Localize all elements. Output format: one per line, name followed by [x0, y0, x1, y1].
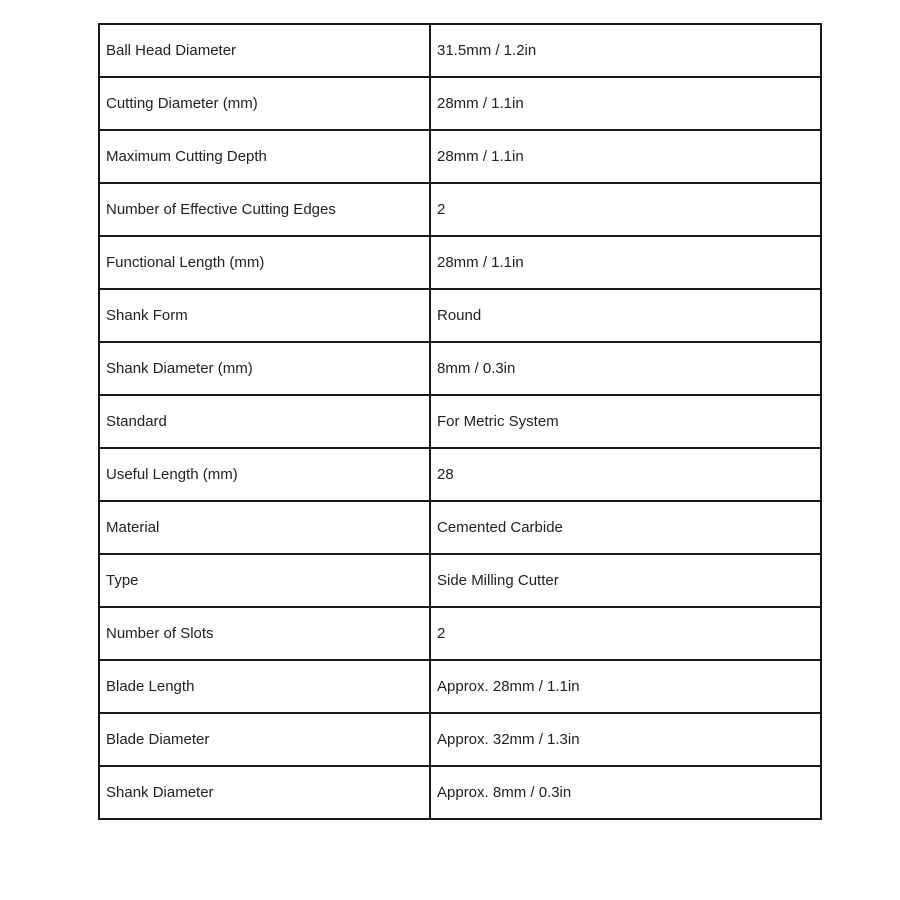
spec-table [98, 23, 822, 820]
spec-label: Cutting Diameter (mm) [99, 77, 430, 130]
spec-label: Standard [99, 395, 430, 448]
table-row [99, 342, 821, 395]
spec-value: Approx. 28mm / 1.1in [430, 660, 821, 713]
spec-label: Number of Effective Cutting Edges [99, 183, 430, 236]
table-row [99, 289, 821, 342]
spec-value: 2 [430, 607, 821, 660]
table-row [99, 395, 821, 448]
table-row [99, 660, 821, 713]
spec-value: 8mm / 0.3in [430, 342, 821, 395]
spec-value: Approx. 8mm / 0.3in [430, 766, 821, 819]
spec-label: Blade Diameter [99, 713, 430, 766]
spec-label: Material [99, 501, 430, 554]
spec-table-body [99, 24, 821, 819]
spec-label: Ball Head Diameter [99, 24, 430, 77]
spec-value: 28mm / 1.1in [430, 236, 821, 289]
table-row [99, 554, 821, 607]
table-row [99, 713, 821, 766]
table-row [99, 607, 821, 660]
table-row [99, 766, 821, 819]
spec-value: Cemented Carbide [430, 501, 821, 554]
spec-label: Number of Slots [99, 607, 430, 660]
spec-value: Approx. 32mm / 1.3in [430, 713, 821, 766]
spec-label: Useful Length (mm) [99, 448, 430, 501]
spec-label: Type [99, 554, 430, 607]
table-row [99, 501, 821, 554]
spec-value: 28 [430, 448, 821, 501]
table-row [99, 130, 821, 183]
spec-value: Round [430, 289, 821, 342]
spec-label: Blade Length [99, 660, 430, 713]
spec-value: 28mm / 1.1in [430, 130, 821, 183]
spec-value: 2 [430, 183, 821, 236]
spec-label: Shank Form [99, 289, 430, 342]
spec-value: Side Milling Cutter [430, 554, 821, 607]
spec-value: For Metric System [430, 395, 821, 448]
spec-value: 31.5mm / 1.2in [430, 24, 821, 77]
spec-value: 28mm / 1.1in [430, 77, 821, 130]
table-row [99, 77, 821, 130]
spec-label: Shank Diameter (mm) [99, 342, 430, 395]
spec-label: Functional Length (mm) [99, 236, 430, 289]
table-row [99, 236, 821, 289]
spec-label: Shank Diameter [99, 766, 430, 819]
table-row [99, 24, 821, 77]
table-row [99, 183, 821, 236]
spec-label: Maximum Cutting Depth [99, 130, 430, 183]
table-row [99, 448, 821, 501]
